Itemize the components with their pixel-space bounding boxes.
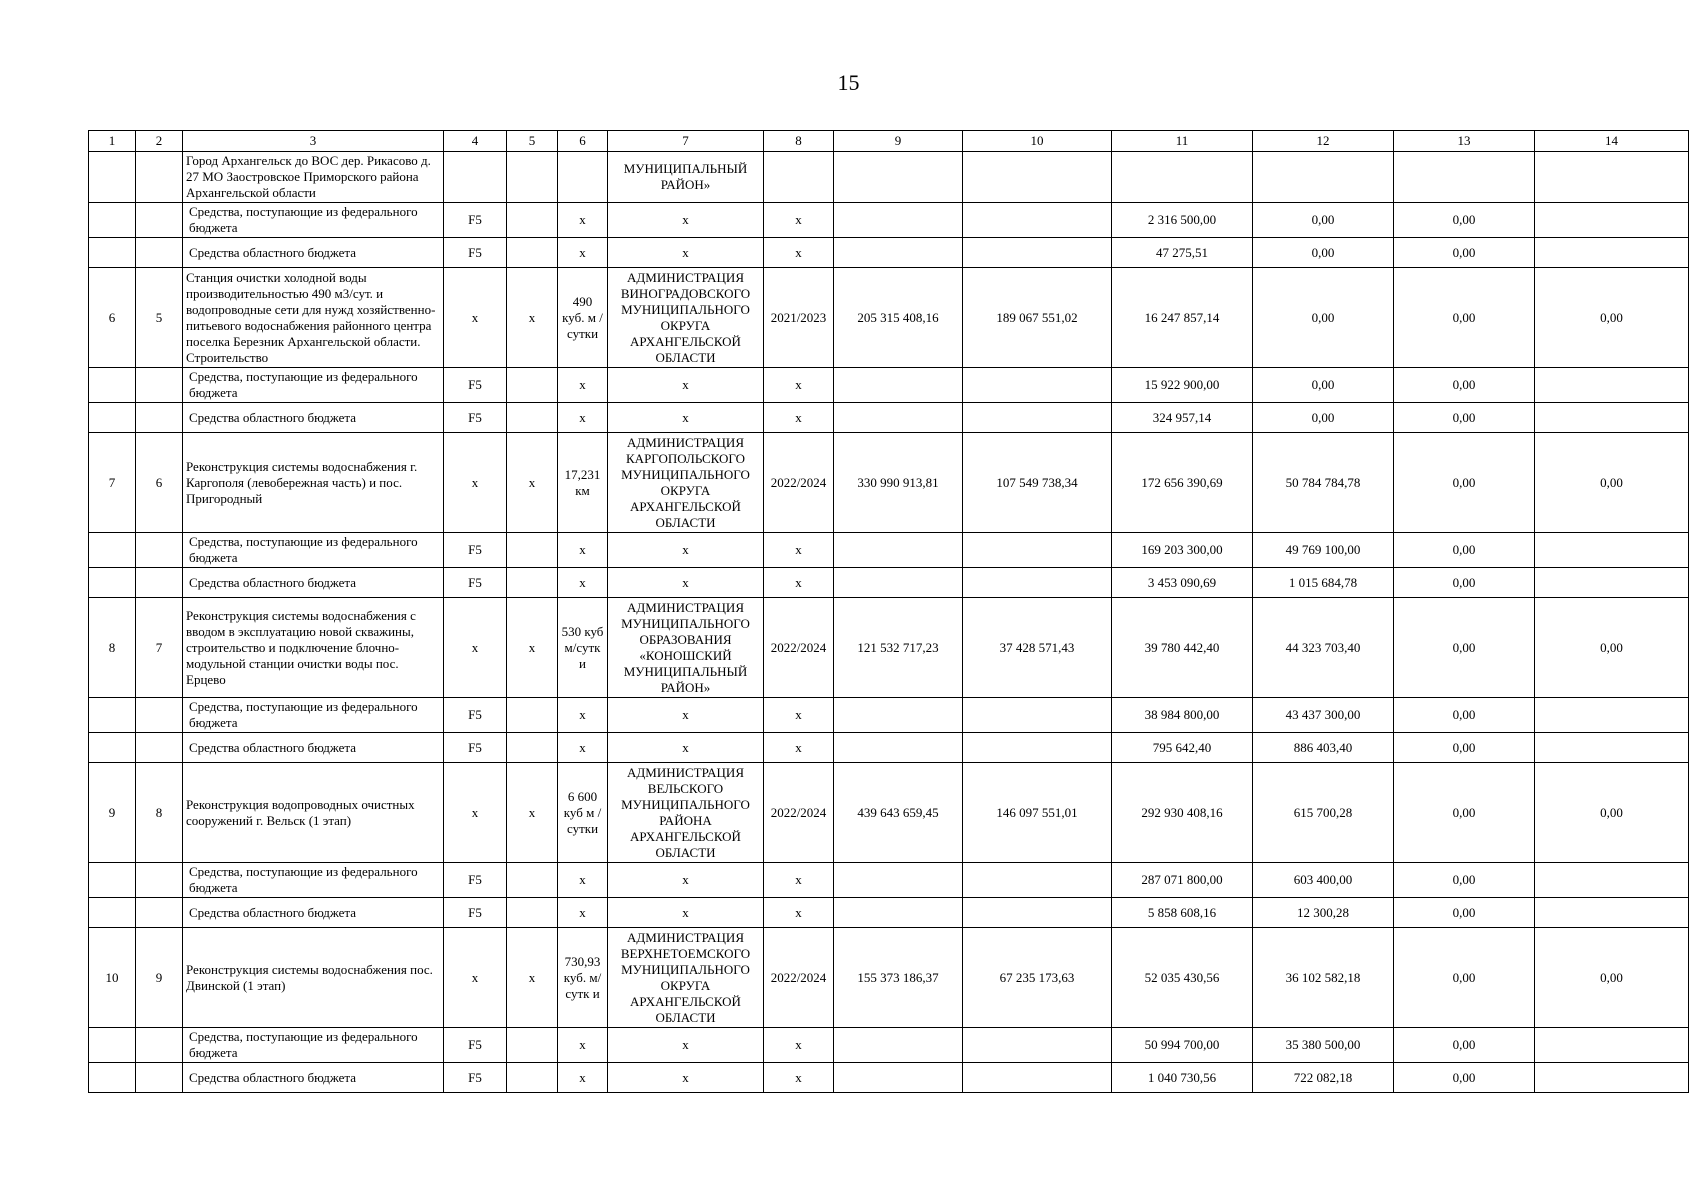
- col-4-cell: F5: [444, 863, 507, 898]
- col-11-cell: 5 858 608,16: [1112, 898, 1253, 928]
- funding-row: [89, 533, 1689, 568]
- row-number-cell: [89, 533, 136, 568]
- organization-cell: х: [608, 568, 764, 598]
- col-5-cell: [507, 863, 558, 898]
- capacity-cell: х: [558, 533, 608, 568]
- organization-cell: х: [608, 403, 764, 433]
- organization-cell: х: [608, 368, 764, 403]
- period-cell: х: [764, 898, 834, 928]
- col-13-cell: 0,00: [1394, 928, 1535, 1028]
- row-number-cell: [89, 898, 136, 928]
- col-12-cell: 1 015 684,78: [1253, 568, 1394, 598]
- item-number-cell: [136, 238, 183, 268]
- organization-cell: х: [608, 1028, 764, 1063]
- col-4-cell: х: [444, 763, 507, 863]
- col-10-cell: [963, 403, 1112, 433]
- capacity-cell: х: [558, 898, 608, 928]
- col-9-cell: [834, 733, 963, 763]
- object-name-cell: Средства, поступающие из федерального бюджета: [183, 698, 444, 733]
- row-number-cell: [89, 203, 136, 238]
- item-number-cell: 5: [136, 268, 183, 368]
- col-12-cell: [1253, 152, 1394, 203]
- col-12-cell: 0,00: [1253, 368, 1394, 403]
- column-header: 14: [1535, 131, 1689, 152]
- object-name-cell: Средства областного бюджета: [183, 898, 444, 928]
- column-header: 4: [444, 131, 507, 152]
- col-10-cell: 37 428 571,43: [963, 598, 1112, 698]
- col-11-cell: 15 922 900,00: [1112, 368, 1253, 403]
- item-number-cell: [136, 403, 183, 433]
- organization-cell: х: [608, 533, 764, 568]
- col-9-cell: [834, 152, 963, 203]
- col-13-cell: 0,00: [1394, 598, 1535, 698]
- col-4-cell: [444, 152, 507, 203]
- period-cell: 2022/2024: [764, 763, 834, 863]
- item-number-cell: [136, 1028, 183, 1063]
- row-number-cell: [89, 152, 136, 203]
- col-14-cell: [1535, 1028, 1689, 1063]
- col-14-cell: [1535, 863, 1689, 898]
- col-9-cell: [834, 403, 963, 433]
- col-11-cell: 795 642,40: [1112, 733, 1253, 763]
- col-5-cell: [507, 238, 558, 268]
- col-12-cell: 44 323 703,40: [1253, 598, 1394, 698]
- col-10-cell: [963, 863, 1112, 898]
- item-number-cell: [136, 568, 183, 598]
- column-header: 2: [136, 131, 183, 152]
- column-header: 7: [608, 131, 764, 152]
- col-9-cell: [834, 1063, 963, 1093]
- col-14-cell: [1535, 152, 1689, 203]
- funding-row: [89, 698, 1689, 733]
- object-name-cell: Средства областного бюджета: [183, 568, 444, 598]
- col-13-cell: 0,00: [1394, 403, 1535, 433]
- col-5-cell: [507, 698, 558, 733]
- period-cell: х: [764, 533, 834, 568]
- col-12-cell: 0,00: [1253, 268, 1394, 368]
- col-10-cell: [963, 568, 1112, 598]
- capacity-cell: х: [558, 368, 608, 403]
- row-number-cell: [89, 238, 136, 268]
- col-13-cell: 0,00: [1394, 898, 1535, 928]
- col-12-cell: 36 102 582,18: [1253, 928, 1394, 1028]
- col-4-cell: F5: [444, 1063, 507, 1093]
- col-11-cell: 3 453 090,69: [1112, 568, 1253, 598]
- organization-cell: АДМИНИСТРАЦИЯ ВЕРХНЕТОЕМСКОГО МУНИЦИПАЛЬНОГО ОКРУГА АРХАНГЕЛЬСКОЙ ОБЛАСТИ: [608, 928, 764, 1028]
- col-5-cell: [507, 1028, 558, 1063]
- project-row: [89, 598, 1689, 698]
- col-14-cell: [1535, 698, 1689, 733]
- col-5-cell: [507, 152, 558, 203]
- object-name-cell: Средства, поступающие из федерального бюджета: [183, 1028, 444, 1063]
- col-10-cell: [963, 533, 1112, 568]
- col-5-cell: [507, 403, 558, 433]
- item-number-cell: [136, 203, 183, 238]
- item-number-cell: 7: [136, 598, 183, 698]
- item-number-cell: [136, 368, 183, 403]
- capacity-cell: х: [558, 203, 608, 238]
- object-name-cell: Средства областного бюджета: [183, 403, 444, 433]
- col-5-cell: [507, 203, 558, 238]
- col-12-cell: 50 784 784,78: [1253, 433, 1394, 533]
- col-13-cell: 0,00: [1394, 533, 1535, 568]
- col-9-cell: [834, 533, 963, 568]
- col-9-cell: [834, 863, 963, 898]
- period-cell: 2021/2023: [764, 268, 834, 368]
- period-cell: х: [764, 863, 834, 898]
- column-number-row: [89, 131, 1689, 152]
- item-number-cell: 9: [136, 928, 183, 1028]
- col-11-cell: 39 780 442,40: [1112, 598, 1253, 698]
- organization-cell: АДМИНИСТРАЦИЯ МУНИЦИПАЛЬНОГО ОБРАЗОВАНИЯ «КОНОШСКИЙ МУНИЦИПАЛЬНЫЙ РАЙОН»: [608, 598, 764, 698]
- col-14-cell: 0,00: [1535, 268, 1689, 368]
- col-12-cell: 0,00: [1253, 403, 1394, 433]
- col-10-cell: [963, 898, 1112, 928]
- col-5-cell: [507, 368, 558, 403]
- capacity-cell: х: [558, 863, 608, 898]
- capacity-cell: х: [558, 733, 608, 763]
- col-10-cell: [963, 698, 1112, 733]
- column-header: 10: [963, 131, 1112, 152]
- period-cell: х: [764, 698, 834, 733]
- item-number-cell: [136, 698, 183, 733]
- col-14-cell: 0,00: [1535, 598, 1689, 698]
- organization-cell: х: [608, 203, 764, 238]
- col-12-cell: 0,00: [1253, 238, 1394, 268]
- col-14-cell: 0,00: [1535, 763, 1689, 863]
- col-13-cell: 0,00: [1394, 433, 1535, 533]
- capacity-cell: 6 600 куб м / сутки: [558, 763, 608, 863]
- object-name-cell: Реконструкция водопроводных очистных сооружений г. Вельск (1 этап): [183, 763, 444, 863]
- object-name-cell: Средства областного бюджета: [183, 1063, 444, 1093]
- col-10-cell: [963, 152, 1112, 203]
- col-10-cell: [963, 368, 1112, 403]
- col-9-cell: 155 373 186,37: [834, 928, 963, 1028]
- column-header: 13: [1394, 131, 1535, 152]
- col-4-cell: F5: [444, 1028, 507, 1063]
- col-11-cell: 169 203 300,00: [1112, 533, 1253, 568]
- col-11-cell: 172 656 390,69: [1112, 433, 1253, 533]
- col-11-cell: 1 040 730,56: [1112, 1063, 1253, 1093]
- col-11-cell: 38 984 800,00: [1112, 698, 1253, 733]
- period-cell: х: [764, 368, 834, 403]
- organization-cell: АДМИНИСТРАЦИЯ ВИНОГРАДОВСКОГО МУНИЦИПАЛЬНОГО ОКРУГА АРХАНГЕЛЬСКОЙ ОБЛАСТИ: [608, 268, 764, 368]
- col-4-cell: F5: [444, 368, 507, 403]
- column-header: 1: [89, 131, 136, 152]
- col-11-cell: 50 994 700,00: [1112, 1028, 1253, 1063]
- funding-row: [89, 568, 1689, 598]
- capacity-cell: 17,231 км: [558, 433, 608, 533]
- page-number: 15: [837, 70, 860, 95]
- capacity-cell: х: [558, 568, 608, 598]
- col-9-cell: [834, 203, 963, 238]
- organization-cell: х: [608, 898, 764, 928]
- col-10-cell: [963, 733, 1112, 763]
- col-9-cell: [834, 368, 963, 403]
- period-cell: х: [764, 568, 834, 598]
- organization-cell: х: [608, 863, 764, 898]
- col-11-cell: 292 930 408,16: [1112, 763, 1253, 863]
- col-5-cell: х: [507, 598, 558, 698]
- column-header: 3: [183, 131, 444, 152]
- column-header: 8: [764, 131, 834, 152]
- col-4-cell: х: [444, 268, 507, 368]
- col-9-cell: 439 643 659,45: [834, 763, 963, 863]
- period-cell: х: [764, 203, 834, 238]
- row-number-cell: 10: [89, 928, 136, 1028]
- col-10-cell: 189 067 551,02: [963, 268, 1112, 368]
- col-5-cell: х: [507, 763, 558, 863]
- row-number-cell: 8: [89, 598, 136, 698]
- col-12-cell: 603 400,00: [1253, 863, 1394, 898]
- col-14-cell: [1535, 368, 1689, 403]
- project-row: [89, 268, 1689, 368]
- organization-cell: АДМИНИСТРАЦИЯ ВЕЛЬСКОГО МУНИЦИПАЛЬНОГО РАЙОНА АРХАНГЕЛЬСКОЙ ОБЛАСТИ: [608, 763, 764, 863]
- capacity-cell: 530 куб м/сутк и: [558, 598, 608, 698]
- col-5-cell: [507, 533, 558, 568]
- item-number-cell: [136, 733, 183, 763]
- row-number-cell: [89, 733, 136, 763]
- col-9-cell: [834, 898, 963, 928]
- col-5-cell: х: [507, 433, 558, 533]
- object-name-cell: Средства областного бюджета: [183, 238, 444, 268]
- capacity-cell: х: [558, 698, 608, 733]
- column-header: 12: [1253, 131, 1394, 152]
- item-number-cell: 8: [136, 763, 183, 863]
- col-13-cell: 0,00: [1394, 203, 1535, 238]
- capacity-cell: [558, 152, 608, 203]
- col-5-cell: [507, 568, 558, 598]
- col-12-cell: 35 380 500,00: [1253, 1028, 1394, 1063]
- period-cell: 2022/2024: [764, 928, 834, 1028]
- col-5-cell: [507, 1063, 558, 1093]
- object-name-cell: Средства, поступающие из федерального бюджета: [183, 203, 444, 238]
- row-number-cell: 9: [89, 763, 136, 863]
- organization-cell: АДМИНИСТРАЦИЯ КАРГОПОЛЬСКОГО МУНИЦИПАЛЬНОГО ОКРУГА АРХАНГЕЛЬСКОЙ ОБЛАСТИ: [608, 433, 764, 533]
- col-5-cell: [507, 898, 558, 928]
- col-4-cell: х: [444, 433, 507, 533]
- col-13-cell: [1394, 152, 1535, 203]
- col-10-cell: 67 235 173,63: [963, 928, 1112, 1028]
- col-4-cell: х: [444, 598, 507, 698]
- col-14-cell: [1535, 238, 1689, 268]
- col-11-cell: 287 071 800,00: [1112, 863, 1253, 898]
- col-14-cell: [1535, 898, 1689, 928]
- col-11-cell: 2 316 500,00: [1112, 203, 1253, 238]
- col-14-cell: [1535, 733, 1689, 763]
- period-cell: х: [764, 733, 834, 763]
- col-11-cell: 324 957,14: [1112, 403, 1253, 433]
- budget-table: [88, 130, 1689, 1093]
- col-11-cell: 16 247 857,14: [1112, 268, 1253, 368]
- col-9-cell: [834, 568, 963, 598]
- funding-row: [89, 403, 1689, 433]
- funding-row: [89, 898, 1689, 928]
- column-header: 6: [558, 131, 608, 152]
- column-header: 5: [507, 131, 558, 152]
- row-number-cell: [89, 368, 136, 403]
- object-name-cell: Средства, поступающие из федерального бюджета: [183, 533, 444, 568]
- funding-row: [89, 863, 1689, 898]
- col-13-cell: 0,00: [1394, 368, 1535, 403]
- period-cell: х: [764, 238, 834, 268]
- row-number-cell: [89, 1028, 136, 1063]
- col-12-cell: 0,00: [1253, 203, 1394, 238]
- row-number-cell: 6: [89, 268, 136, 368]
- row-number-cell: [89, 698, 136, 733]
- item-number-cell: 6: [136, 433, 183, 533]
- column-header: 11: [1112, 131, 1253, 152]
- organization-cell: х: [608, 698, 764, 733]
- table-body: [89, 131, 1689, 1093]
- capacity-cell: х: [558, 1063, 608, 1093]
- col-13-cell: 0,00: [1394, 733, 1535, 763]
- funding-row: [89, 203, 1689, 238]
- col-14-cell: [1535, 403, 1689, 433]
- col-4-cell: х: [444, 928, 507, 1028]
- object-name-cell: Средства областного бюджета: [183, 733, 444, 763]
- project-row: [89, 928, 1689, 1028]
- col-5-cell: х: [507, 268, 558, 368]
- col-4-cell: F5: [444, 403, 507, 433]
- col-10-cell: [963, 1063, 1112, 1093]
- col-4-cell: F5: [444, 203, 507, 238]
- item-number-cell: [136, 863, 183, 898]
- col-9-cell: [834, 1028, 963, 1063]
- capacity-cell: х: [558, 238, 608, 268]
- project-row: [89, 152, 1689, 203]
- period-cell: [764, 152, 834, 203]
- col-14-cell: [1535, 203, 1689, 238]
- col-4-cell: F5: [444, 733, 507, 763]
- col-4-cell: F5: [444, 568, 507, 598]
- row-number-cell: [89, 568, 136, 598]
- col-14-cell: [1535, 1063, 1689, 1093]
- col-10-cell: 107 549 738,34: [963, 433, 1112, 533]
- col-13-cell: 0,00: [1394, 698, 1535, 733]
- period-cell: х: [764, 1063, 834, 1093]
- object-name-cell: Город Архангельск до ВОС дер. Рикасово д. 27 МО Заостровское Приморского района Архангельской области: [183, 152, 444, 203]
- capacity-cell: х: [558, 1028, 608, 1063]
- col-11-cell: 47 275,51: [1112, 238, 1253, 268]
- object-name-cell: Станция очистки холодной воды производительностью 490 м3/сут. и водопроводные сети для нужд хозяйственно-питьевого водоснабжения районного центра поселка Березник Архангельской области. Строительство: [183, 268, 444, 368]
- item-number-cell: [136, 1063, 183, 1093]
- capacity-cell: 730,93 куб. м/сутк и: [558, 928, 608, 1028]
- funding-row: [89, 238, 1689, 268]
- organization-cell: х: [608, 1063, 764, 1093]
- col-12-cell: 615 700,28: [1253, 763, 1394, 863]
- capacity-cell: 490 куб. м / сутки: [558, 268, 608, 368]
- col-14-cell: [1535, 568, 1689, 598]
- period-cell: 2022/2024: [764, 598, 834, 698]
- col-4-cell: F5: [444, 898, 507, 928]
- col-4-cell: F5: [444, 238, 507, 268]
- col-11-cell: 52 035 430,56: [1112, 928, 1253, 1028]
- col-12-cell: 722 082,18: [1253, 1063, 1394, 1093]
- organization-cell: х: [608, 733, 764, 763]
- col-4-cell: F5: [444, 533, 507, 568]
- col-10-cell: [963, 238, 1112, 268]
- col-11-cell: [1112, 152, 1253, 203]
- col-4-cell: F5: [444, 698, 507, 733]
- col-9-cell: [834, 698, 963, 733]
- col-9-cell: 205 315 408,16: [834, 268, 963, 368]
- object-name-cell: Реконструкция системы водоснабжения пос. Двинской (1 этап): [183, 928, 444, 1028]
- row-number-cell: [89, 863, 136, 898]
- col-12-cell: 886 403,40: [1253, 733, 1394, 763]
- col-14-cell: [1535, 533, 1689, 568]
- funding-row: [89, 368, 1689, 403]
- row-number-cell: [89, 403, 136, 433]
- project-row: [89, 433, 1689, 533]
- funding-row: [89, 1063, 1689, 1093]
- organization-cell: х: [608, 238, 764, 268]
- col-10-cell: 146 097 551,01: [963, 763, 1112, 863]
- period-cell: х: [764, 403, 834, 433]
- col-12-cell: 49 769 100,00: [1253, 533, 1394, 568]
- funding-row: [89, 1028, 1689, 1063]
- object-name-cell: Средства, поступающие из федерального бюджета: [183, 863, 444, 898]
- col-13-cell: 0,00: [1394, 1028, 1535, 1063]
- col-12-cell: 43 437 300,00: [1253, 698, 1394, 733]
- col-12-cell: 12 300,28: [1253, 898, 1394, 928]
- col-5-cell: [507, 733, 558, 763]
- period-cell: 2022/2024: [764, 433, 834, 533]
- col-14-cell: 0,00: [1535, 928, 1689, 1028]
- project-row: [89, 763, 1689, 863]
- object-name-cell: Реконструкция системы водоснабжения г. Каргополя (левобережная часть) и пос. Пригородный: [183, 433, 444, 533]
- col-13-cell: 0,00: [1394, 1063, 1535, 1093]
- col-10-cell: [963, 203, 1112, 238]
- row-number-cell: [89, 1063, 136, 1093]
- object-name-cell: Средства, поступающие из федерального бюджета: [183, 368, 444, 403]
- column-header: 9: [834, 131, 963, 152]
- period-cell: х: [764, 1028, 834, 1063]
- organization-cell: МУНИЦИПАЛЬНЫЙ РАЙОН»: [608, 152, 764, 203]
- col-9-cell: [834, 238, 963, 268]
- item-number-cell: [136, 152, 183, 203]
- object-name-cell: Реконструкция системы водоснабжения с вводом в эксплуатацию новой скважины, строительство и подключение блочно-модульной станции очистки воды пос. Ерцево: [183, 598, 444, 698]
- col-14-cell: 0,00: [1535, 433, 1689, 533]
- col-13-cell: 0,00: [1394, 268, 1535, 368]
- col-13-cell: 0,00: [1394, 763, 1535, 863]
- funding-row: [89, 733, 1689, 763]
- item-number-cell: [136, 533, 183, 568]
- col-13-cell: 0,00: [1394, 568, 1535, 598]
- item-number-cell: [136, 898, 183, 928]
- col-13-cell: 0,00: [1394, 863, 1535, 898]
- col-5-cell: х: [507, 928, 558, 1028]
- col-13-cell: 0,00: [1394, 238, 1535, 268]
- row-number-cell: 7: [89, 433, 136, 533]
- col-10-cell: [963, 1028, 1112, 1063]
- col-9-cell: 330 990 913,81: [834, 433, 963, 533]
- col-9-cell: 121 532 717,23: [834, 598, 963, 698]
- capacity-cell: х: [558, 403, 608, 433]
